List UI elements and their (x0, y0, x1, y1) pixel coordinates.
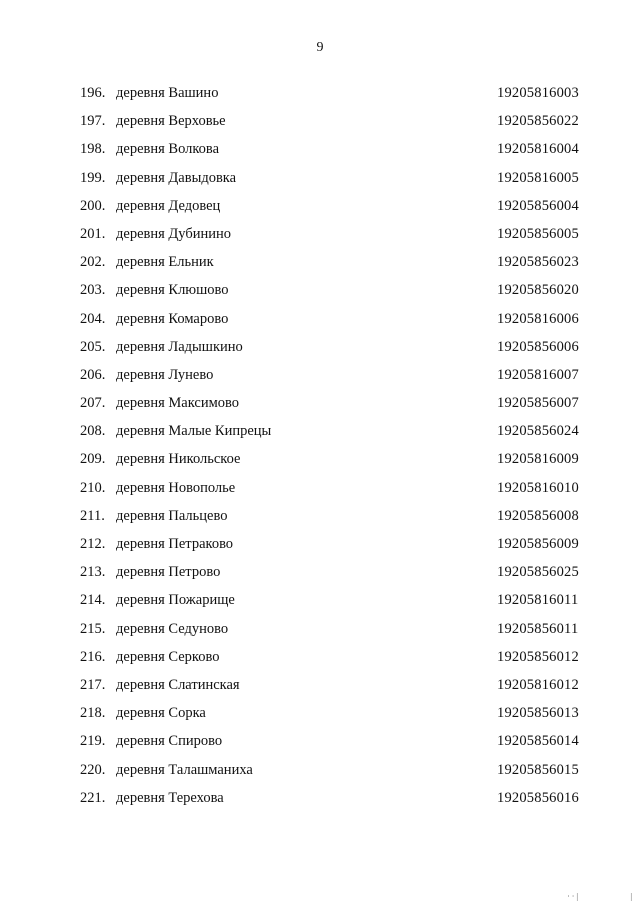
settlement-name: деревня Дубинино (116, 225, 232, 242)
oktmo-code: 19205816009 (497, 451, 579, 468)
oktmo-code: 19205856011 (497, 620, 579, 637)
row-number: 210. (80, 479, 106, 496)
row-number: 216. (80, 648, 106, 665)
row-number: 211. (80, 507, 105, 524)
list-item (0, 675, 640, 703)
settlement-name: деревня Ельник (116, 254, 214, 271)
settlement-name: деревня Никольское (116, 451, 241, 468)
list-item (0, 449, 640, 477)
row-number: 197. (80, 113, 106, 130)
oktmo-code: 19205856020 (497, 282, 579, 299)
list-item (0, 111, 640, 139)
oktmo-code: 19205856016 (497, 789, 579, 806)
oktmo-code: 19205856025 (497, 564, 579, 581)
oktmo-code: 19205856004 (497, 197, 579, 214)
list-item (0, 534, 640, 562)
list-item (0, 703, 640, 731)
row-number: 218. (80, 705, 106, 722)
oktmo-code: 19205856012 (497, 648, 579, 665)
row-number: 214. (80, 592, 106, 609)
list-item (0, 619, 640, 647)
oktmo-code: 19205816010 (497, 479, 579, 496)
settlement-name: деревня Талашманиха (116, 761, 253, 778)
list-item (0, 590, 640, 618)
row-number: 208. (80, 423, 106, 440)
list-item (0, 788, 640, 816)
footer-mark: · · | (567, 892, 578, 901)
row-number: 198. (80, 141, 106, 158)
row-number: 215. (80, 620, 106, 637)
oktmo-code: 19205856005 (497, 225, 579, 242)
settlement-name: деревня Ладышкино (116, 338, 243, 355)
settlement-name: деревня Комарово (116, 310, 229, 327)
settlement-name: деревня Дедовец (116, 197, 221, 214)
oktmo-code: 19205856013 (497, 705, 579, 722)
footer-mark: | (630, 892, 632, 901)
settlement-name: деревня Терехова (116, 789, 224, 806)
row-number: 207. (80, 395, 106, 412)
row-number: 203. (80, 282, 106, 299)
settlement-name: деревня Новополье (116, 479, 236, 496)
row-number: 201. (80, 225, 106, 242)
list-item (0, 365, 640, 393)
oktmo-code: 19205816005 (497, 169, 579, 186)
settlement-name: деревня Волкова (116, 141, 220, 158)
row-number: 221. (80, 789, 106, 806)
list-item (0, 393, 640, 421)
settlement-name: деревня Пожарище (116, 592, 235, 609)
row-number: 199. (80, 169, 106, 186)
settlement-name: деревня Петрово (116, 564, 221, 581)
oktmo-code: 19205816004 (497, 141, 579, 158)
list-item (0, 337, 640, 365)
list-item (0, 760, 640, 788)
oktmo-code: 19205856014 (497, 733, 579, 750)
settlement-name: деревня Слатинская (116, 676, 240, 693)
oktmo-code: 19205816003 (497, 85, 579, 101)
row-number: 220. (80, 761, 106, 778)
page-number: 9 (316, 40, 324, 55)
settlement-name: деревня Вашино (116, 85, 219, 101)
oktmo-code: 19205856009 (497, 536, 579, 552)
list-item (0, 309, 640, 337)
row-number: 212. (80, 536, 106, 552)
row-number: 204. (80, 310, 106, 327)
row-number: 196. (80, 85, 106, 101)
settlement-name: деревня Седуново (116, 620, 229, 637)
row-number: 205. (80, 338, 106, 355)
oktmo-code: 19205816007 (497, 366, 579, 383)
oktmo-code: 19205856023 (497, 254, 579, 271)
oktmo-code: 19205856022 (497, 113, 579, 130)
oktmo-code: 19205856006 (497, 338, 579, 355)
oktmo-code: 19205816012 (497, 676, 579, 693)
settlement-name: деревня Сорка (116, 705, 206, 722)
list-item (0, 224, 640, 252)
list-item (0, 280, 640, 308)
list-item (0, 139, 640, 167)
settlement-name: деревня Спирово (116, 733, 223, 750)
row-number: 206. (80, 366, 106, 383)
oktmo-code: 19205816011 (497, 592, 579, 609)
settlement-name: деревня Клюшово (116, 282, 229, 299)
oktmo-code: 19205856008 (497, 507, 579, 524)
list-item (0, 506, 640, 534)
settlement-list (0, 83, 640, 816)
list-item (0, 478, 640, 506)
row-number: 202. (80, 254, 106, 271)
list-item (0, 421, 640, 449)
settlement-name: деревня Серково (116, 648, 220, 665)
list-item (0, 196, 640, 224)
list-item (0, 83, 640, 111)
list-item (0, 562, 640, 590)
row-number: 217. (80, 676, 106, 693)
oktmo-code: 19205856024 (497, 423, 579, 440)
settlement-name: деревня Пальцево (116, 507, 228, 524)
row-number: 200. (80, 197, 106, 214)
list-item (0, 731, 640, 759)
list-item (0, 252, 640, 280)
settlement-name: деревня Верховье (116, 113, 226, 130)
row-number: 213. (80, 564, 106, 581)
oktmo-code: 19205856015 (497, 761, 579, 778)
list-item (0, 168, 640, 196)
row-number: 219. (80, 733, 106, 750)
settlement-name: деревня Давыдовка (116, 169, 237, 186)
oktmo-code: 19205816006 (497, 310, 579, 327)
oktmo-code: 19205856007 (497, 395, 579, 412)
settlement-name: деревня Малые Кипрецы (116, 423, 272, 440)
settlement-name: деревня Лунево (116, 366, 214, 383)
settlement-name: деревня Петраково (116, 536, 234, 552)
settlement-name: деревня Максимово (116, 395, 240, 412)
row-number: 209. (80, 451, 106, 468)
list-item (0, 647, 640, 675)
